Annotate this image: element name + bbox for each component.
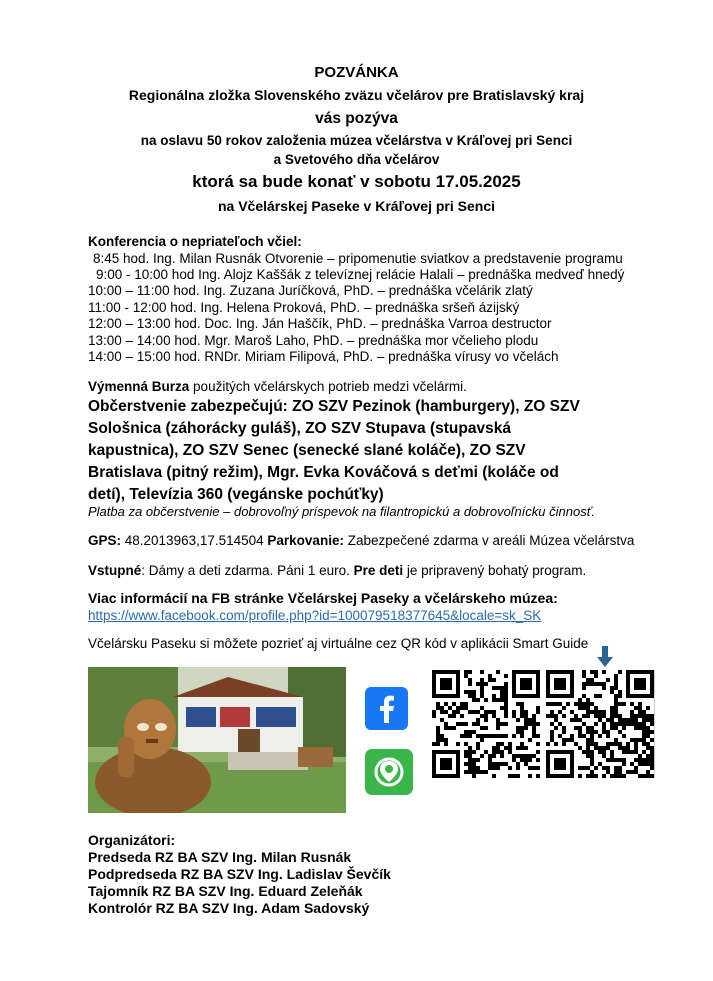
page-title: POZVÁNKA [314,64,399,81]
smart-guide-icon[interactable] [365,749,413,795]
organizer-line: Tajomník RZ BA SZV Ing. Eduard Zeleňák [88,883,363,899]
admission-label: Vstupné [88,563,142,578]
smart-guide-qr-code [546,670,655,778]
exchange-text: použitých včelárskych potrieb medzi včelármi. [189,379,467,394]
conference-item: 13:00 – 14:00 hod. Mgr. Maroš Laho, PhD. – prednáška mor včelieho plodu [88,333,539,348]
conference-item: 12:00 – 13:00 hod. Doc. Ing. Ján Haščík, PhD. – prednáška Varroa destructor [88,316,552,331]
gps-line [88,532,634,549]
event-date: ktorá sa bude konať v sobotu 17.05.2025 [192,172,521,191]
more-info-heading: Viac informácií na FB stránke Včelárskej Paseky a včelárskeho múzea: [88,590,558,606]
refreshments-line: Občerstvenie zabezpečujú: ZO SZV Pezinok (hamburgery), ZO SZV [88,398,580,415]
organizer-line: Predseda RZ BA SZV Ing. Milan Rusnák [88,849,352,865]
kids-label: Pre deti [353,563,404,578]
conference-item: 14:00 – 15:00 hod. RNDr. Miriam Filipová, PhD. – prednáška vírusy vo včelách [88,349,559,364]
gps-value: 48.2013963,17.514504 [121,533,268,548]
conference-item: 8:45 hod. Ing. Milan Rusnák Otvorenie – pripomenutie sviatkov a predstavenie programu [93,251,623,266]
kids-text: je pripravený bohatý program. [403,563,587,578]
refreshments-line: Sološnica (záhorácky guláš), ZO SZV Stupava (stupavská [88,420,511,437]
occasion-line-2: a Svetového dňa včelárov [273,152,440,167]
organization-line: Regionálna zložka Slovenského zväzu včelárov pre Bratislavský kraj [128,87,585,103]
exchange-label: Výmenná Burza [88,379,190,394]
parking-label: Parkovanie: [267,533,344,548]
gps-label: GPS: [88,533,122,548]
museum-photo [88,667,346,813]
exchange-line [88,378,467,395]
invites-line: vás pozýva [315,110,398,127]
facebook-qr-code [432,670,540,778]
organizer-line: Kontrolór RZ BA SZV Ing. Adam Sadovský [88,900,370,916]
admission-text: : Dámy a deti zdarma. Páni 1 euro. [141,563,354,578]
refreshments-line: Bratislava (pitný režim), Mgr. Evka Kováčová s deťmi (koláče od [88,464,559,481]
occasion-line-1: na oslavu 50 rokov založenia múzea včelárstva v Kráľovej pri Senci [140,133,573,148]
conference-heading: Konferencia o nepriateľoch včiel: [88,234,302,249]
facebook-link[interactable]: https://www.facebook.com/profile.php?id=100079518377645&locale=sk_SK [88,608,542,623]
museum-photo-drawing [88,667,346,813]
facebook-icon[interactable] [365,687,408,730]
conference-item: 10:00 – 11:00 hod. Ing. Zuzana Juríčková, PhD. – prednáška včelárik zlatý [88,283,533,298]
organizers-heading: Organizátori: [88,832,176,848]
conference-item: 11:00 - 12:00 hod. Ing. Helena Proková, PhD. – prednáška sršeň ázijský [88,300,520,315]
virtual-tour-text: Včelársku Paseku si môžete pozrieť aj virtuálne cez QR kód v aplikácii Smart Guide [88,636,589,651]
organizer-line: Podpredseda RZ BA SZV Ing. Ladislav Ševčík [88,866,391,882]
refreshments-line: kapustnica), ZO SZV Senec (senecké slané koláče), ZO SZV [88,442,526,459]
refreshments-note: Platba za občerstvenie – dobrovoľný príspevok na filantropickú a dobrovoľnícku činnosť. [88,504,595,519]
event-place: na Včelárskej Paseke v Kráľovej pri Senci [217,198,495,214]
conference-item: 9:00 - 10:00 hod Ing. Alojz Kaššák z televíznej relácie Halali – prednáška medveď hnedý [96,267,625,282]
arrow-down-icon [597,646,613,668]
parking-value: Zabezpečené zdarma v areáli Múzea včelárstva [343,533,635,548]
admission-line [88,562,586,579]
refreshments-line: detí), Televízia 360 (vegánske pochúťky) [88,486,384,503]
